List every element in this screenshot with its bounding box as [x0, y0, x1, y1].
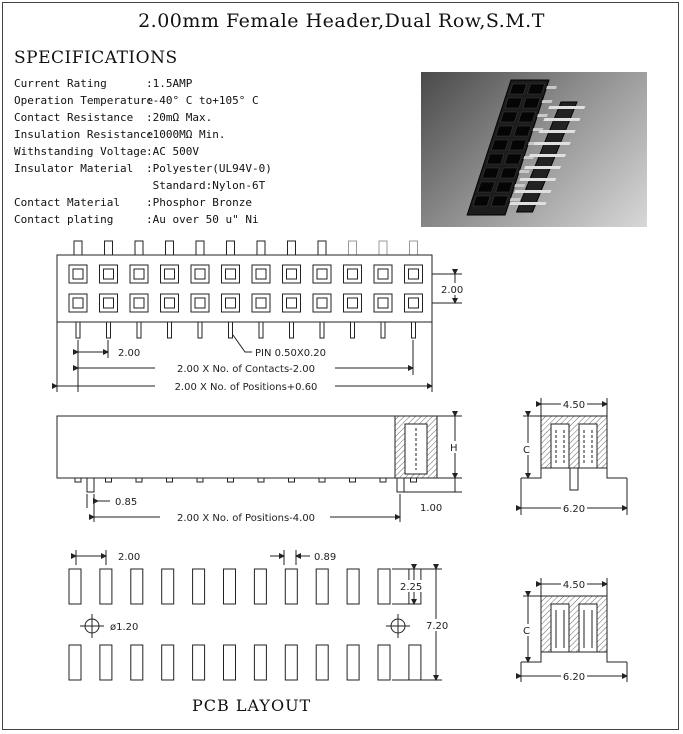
contact-opening	[134, 269, 144, 279]
spec-value: :1.5AMP	[146, 77, 193, 90]
end-c-label: C	[523, 445, 530, 456]
spec-label: Operation Temperature	[14, 94, 154, 107]
contact-opening	[348, 298, 358, 308]
contact-opening	[317, 298, 327, 308]
contact-cavity	[405, 294, 423, 312]
contact-cavity	[69, 265, 87, 283]
spec-value: :Au over 50 u" Ni	[146, 213, 259, 226]
bottom-pin	[198, 322, 202, 338]
contact-opening	[165, 269, 175, 279]
pitch-label: 2.00	[118, 348, 141, 359]
contact-opening	[104, 298, 114, 308]
side-tail	[350, 478, 356, 482]
end-solder-tails	[521, 468, 627, 478]
end-bottom-width-label: 6.20	[562, 504, 586, 515]
side-solder-tails	[75, 478, 417, 482]
contact-opening	[134, 298, 144, 308]
contact-cavity	[161, 265, 179, 283]
contact-opening	[226, 298, 236, 308]
contact-cavity	[222, 294, 240, 312]
side-body	[57, 416, 437, 478]
contact-opening	[73, 298, 83, 308]
spec-value: :Polyester(UL94V-0)	[146, 162, 272, 175]
pcb-pad-bottom	[131, 645, 143, 680]
pcb-pad-top	[131, 569, 143, 604]
pcb-pad-top	[193, 569, 205, 604]
contact-cavity	[130, 265, 148, 283]
spec-label: Withstanding Voltage	[14, 145, 147, 158]
page-title: 2.00mm Female Header,Dual Row,S.M.T	[138, 10, 545, 32]
side-tail	[167, 478, 173, 482]
contact-cavity	[252, 265, 270, 283]
contacts-dim-label: 2.00 X No. of Contacts-2.00	[176, 364, 316, 375]
end-top-width-label: 4.50	[562, 400, 586, 411]
pcb-pad-bottom	[378, 645, 390, 680]
top-pin	[227, 241, 235, 255]
contact-cavity	[69, 294, 87, 312]
contact-opening	[104, 269, 114, 279]
end2-top-width-label: 4.50	[562, 580, 586, 591]
contact-cavity	[344, 265, 362, 283]
contact-cavity	[130, 294, 148, 312]
end-cavity-left	[551, 424, 569, 468]
bottom-pin	[412, 322, 416, 338]
contact-opening	[73, 269, 83, 279]
contact-cavity	[252, 294, 270, 312]
row-pitch-label: 2.00	[441, 285, 464, 296]
positions-dim-label: 2.00 X No. of Positions+0.60	[174, 382, 318, 393]
bottom-pin	[320, 322, 324, 338]
bottom-pin	[137, 322, 141, 338]
top-pin	[288, 241, 296, 255]
contact-cavity	[313, 294, 331, 312]
bottom-pin	[381, 322, 385, 338]
side-tail	[106, 478, 112, 482]
pcb-pad-bottom	[224, 645, 236, 680]
top-pin	[196, 241, 204, 255]
contact-cavity	[100, 265, 118, 283]
contact-opening	[409, 298, 419, 308]
side-tail	[136, 478, 142, 482]
end-post	[570, 468, 578, 490]
spec-value: Standard:Nylon-6T	[146, 179, 266, 192]
bottom-pin	[229, 322, 233, 338]
pcb-pad-bottom	[254, 645, 266, 680]
spec-value: :AC 500V	[146, 145, 199, 158]
pcb-pad-top	[162, 569, 174, 604]
contact-opening	[195, 298, 205, 308]
top-view-pins	[74, 241, 418, 338]
contact-opening	[165, 298, 175, 308]
spec-label: Contact Material	[14, 196, 120, 209]
end2-solder-tails	[521, 652, 627, 662]
pcb-layout	[69, 550, 442, 680]
bottom-pin	[107, 322, 111, 338]
top-pin	[74, 241, 82, 255]
end-cavity-right	[579, 424, 597, 468]
pcb-pad-top	[285, 569, 297, 604]
top-pin	[257, 241, 265, 255]
pcb-pad-width-label: 0.89	[314, 552, 337, 563]
pcb-pad-top	[254, 569, 266, 604]
spec-value: :-40° C to+105° C	[146, 94, 259, 107]
spec-label: Contact Resistance	[14, 111, 134, 124]
contact-cavity	[374, 294, 392, 312]
pcb-pad-top	[69, 569, 81, 604]
side-tail	[319, 478, 325, 482]
side-tail	[411, 478, 417, 482]
spec-label: Contact plating	[14, 213, 114, 226]
side-tail	[380, 478, 386, 482]
pcb-pad-bottom	[162, 645, 174, 680]
top-pin	[410, 241, 418, 255]
contact-opening	[378, 298, 388, 308]
contact-opening	[287, 298, 297, 308]
contact-cavity	[161, 294, 179, 312]
pcb-span-label: 7.20	[426, 621, 449, 632]
bottom-pin	[259, 322, 263, 338]
pcb-pad-top	[347, 569, 359, 604]
top-pin	[105, 241, 113, 255]
spec-label: Current Rating	[14, 77, 107, 90]
top-pin	[349, 241, 357, 255]
contact-cavity	[191, 294, 209, 312]
side-positions-dim-label: 2.00 X No. of Positions-4.00	[176, 513, 316, 524]
contact-opening	[348, 269, 358, 279]
contact-cavity	[283, 294, 301, 312]
pcb-pad-bottom	[347, 645, 359, 680]
top-pin	[166, 241, 174, 255]
end-view-1	[521, 398, 627, 515]
contact-cavity	[222, 265, 240, 283]
pcb-pad-bottom	[69, 645, 81, 680]
contact-opening	[409, 269, 419, 279]
end2-cavity-right	[579, 604, 597, 652]
contact-opening	[287, 269, 297, 279]
end2-cavity-left	[551, 604, 569, 652]
spec-label: Insulator Material	[14, 162, 134, 175]
pcb-pad-length-label: 2.25	[400, 582, 423, 593]
pcb-pad-bottom	[409, 645, 421, 680]
pin-leader	[233, 335, 252, 352]
pcb-pad-bottom	[285, 645, 297, 680]
post-height-label: 1.00	[420, 503, 443, 514]
pcb-hole-label: ø1.20	[110, 622, 139, 633]
contact-cavity	[374, 265, 392, 283]
bottom-pin	[168, 322, 172, 338]
pin-label: PIN 0.50X0.20	[255, 348, 327, 359]
contact-opening	[226, 269, 236, 279]
contact-opening	[256, 298, 266, 308]
spec-value: :1000MΩ Min.	[146, 128, 226, 141]
end2-c-label: C	[523, 626, 530, 637]
side-tail	[258, 478, 264, 482]
bottom-pin	[351, 322, 355, 338]
side-tail	[75, 478, 81, 482]
specifications-heading: SPECIFICATIONS	[14, 48, 178, 68]
contact-cavity	[100, 294, 118, 312]
pcb-pad-bottom	[193, 645, 205, 680]
top-pin	[135, 241, 143, 255]
pcb-pad-top	[316, 569, 328, 604]
contact-opening	[378, 269, 388, 279]
pcb-pad-top	[224, 569, 236, 604]
contact-opening	[317, 269, 327, 279]
height-label: H	[450, 443, 458, 454]
pcb-pad-bottom	[316, 645, 328, 680]
pcb-layout-title: PCB LAYOUT	[192, 696, 312, 715]
pcb-pad-bottom	[100, 645, 112, 680]
pcb-pad-top	[378, 569, 390, 604]
end-view-2	[521, 578, 627, 682]
spec-value: :Phosphor Bronze	[146, 196, 252, 209]
side-post	[87, 478, 94, 492]
side-post	[397, 478, 404, 492]
contact-opening	[195, 269, 205, 279]
bottom-pin	[76, 322, 80, 338]
header-contacts	[69, 265, 423, 312]
pcb-pad-top	[100, 569, 112, 604]
post-width-label: 0.85	[115, 497, 138, 508]
contact-cavity	[313, 265, 331, 283]
top-pin	[318, 241, 326, 255]
pcb-pitch-label: 2.00	[118, 552, 141, 563]
spec-label: Insulation Resistance	[14, 128, 154, 141]
contact-cavity	[283, 265, 301, 283]
contact-cavity	[191, 265, 209, 283]
spec-value: :20mΩ Max.	[146, 111, 213, 124]
side-tail	[228, 478, 234, 482]
bottom-pin	[290, 322, 294, 338]
contact-cavity	[405, 265, 423, 283]
contact-opening	[256, 269, 266, 279]
contact-cavity	[344, 294, 362, 312]
side-tail	[289, 478, 295, 482]
end2-bottom-width-label: 6.20	[562, 672, 586, 683]
side-tail	[197, 478, 203, 482]
top-pin	[379, 241, 387, 255]
